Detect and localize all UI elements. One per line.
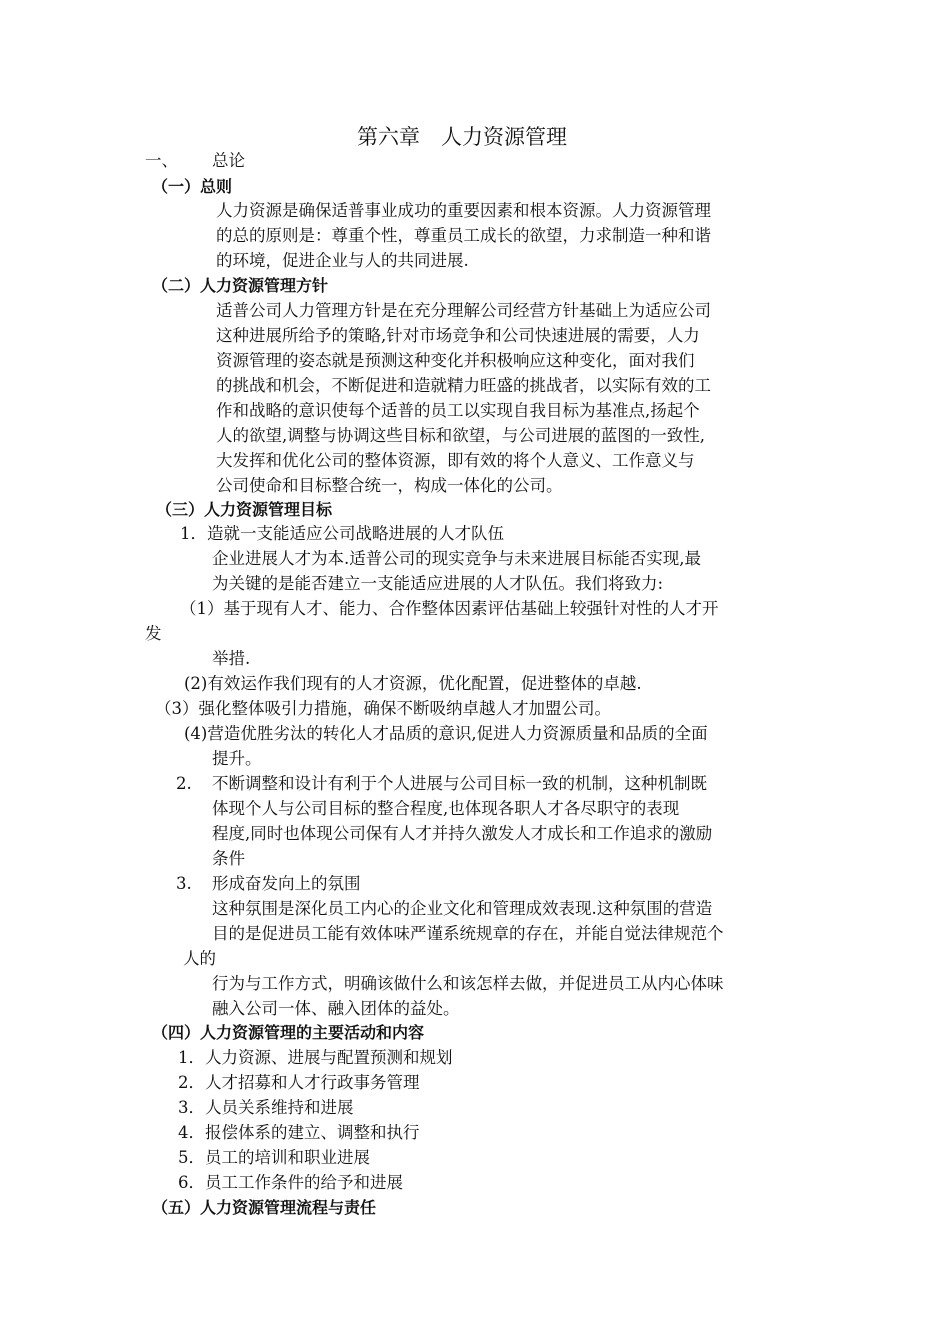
section-heading: 总论	[212, 151, 245, 170]
paragraph-line: 的挑战和机会，不断促进和造就精力旺盛的挑战者，以实际有效的工	[216, 376, 711, 395]
paragraph-line: 这种进展所给予的策略,针对市场竞争和公司快速进展的需要，人力	[216, 326, 700, 345]
list-item: （3）强化整体吸引力措施，确保不断吸纳卓越人才加盟公司。	[155, 699, 611, 718]
paragraph-line: 这种氛围是深化员工内心的企业文化和管理成效表现.这种氛围的营造	[212, 899, 713, 918]
paragraph-line: 资源管理的姿态就是预测这种变化并积极响应这种变化，面对我们	[216, 351, 695, 370]
paragraph-line: 大发挥和优化公司的整体资源，即有效的将个人意义、工作意义与	[216, 451, 695, 470]
list-item: 1．人力资源、进展与配置预测和规划	[178, 1048, 453, 1067]
paragraph-line: 作和战略的意识使每个适普的员工以实现自我目标为基准点,扬起个	[216, 401, 700, 420]
paragraph-line: 的总的原则是：尊重个性，尊重员工成长的欲望，力求制造一种和谐	[216, 226, 711, 245]
paragraph-line: 目的是促进员工能有效体味严谨系统规章的存在，并能自觉法律规范个	[212, 924, 724, 943]
paragraph-line: 行为与工作方式，明确该做什么和该怎样去做，并促进员工从内心体味	[212, 974, 724, 993]
list-number: 3.	[176, 874, 192, 893]
paragraph-line: 体现个人与公司目标的整合程度,也体现各职人才各尽职守的表现	[212, 799, 680, 818]
subsection-heading-2: （二）人力资源管理方针	[152, 276, 329, 295]
subsection-heading-1: （一）总则	[152, 177, 233, 196]
paragraph-line: 为关键的是能否建立一支能适应进展的人才队伍。我们将致力:	[212, 574, 664, 593]
subsection-heading-4: （四）人力资源管理的主要活动和内容	[152, 1023, 425, 1042]
paragraph-line: 企业进展人才为本.适普公司的现实竞争与未来进展目标能否实现,最	[212, 549, 701, 568]
list-item: (4)营造优胜劣汰的转化人才品质的意识,促进人力资源质量和品质的全面	[184, 724, 708, 743]
paragraph-line: 不断调整和设计有利于个人进展与公司目标一致的机制，这种机制既	[212, 774, 707, 793]
paragraph-line: 形成奋发向上的氛围	[212, 874, 361, 893]
paragraph-line: 融入公司一体、融入团体的益处。	[212, 999, 460, 1018]
paragraph-line: 人力资源是确保适普事业成功的重要因素和根本资源。人力资源管理	[216, 201, 711, 220]
paragraph-line: 人的	[183, 949, 216, 968]
list-item: （1）基于现有人才、能力、合作整体因素评估基础上较强针对性的人才开	[180, 599, 719, 618]
list-item: 4．报偿体系的建立、调整和执行	[178, 1123, 420, 1142]
paragraph-line: 公司使命和目标整合统一，构成一体化的公司。	[216, 476, 563, 495]
paragraph-line: 条件	[212, 849, 245, 868]
paragraph-line: 适普公司人力管理方针是在充分理解公司经营方针基础上为适应公司	[216, 301, 711, 320]
list-item: 2．人才招募和人才行政事务管理	[178, 1073, 420, 1092]
paragraph-line: 发	[145, 624, 162, 643]
list-item: (2)有效运作我们现有的人才资源，优化配置，促进整体的卓越.	[184, 674, 642, 693]
subsection-heading-3: （三）人力资源管理目标	[156, 500, 333, 519]
list-item: 3．人员关系维持和进展	[178, 1098, 354, 1117]
subsection-heading-5: （五）人力资源管理流程与责任	[152, 1198, 377, 1217]
paragraph-line: 举措.	[212, 649, 251, 668]
section-number: 一、	[145, 151, 178, 170]
list-item: 5．员工的培训和职业进展	[178, 1148, 370, 1167]
paragraph-line: 提升。	[212, 749, 262, 768]
paragraph-line: 人的欲望,调整与协调这些目标和欲望，与公司进展的蓝图的一致性,	[216, 426, 705, 445]
page-title: 第六章 人力资源管理	[357, 125, 567, 149]
list-item: 1．造就一支能适应公司战略进展的人才队伍	[180, 524, 504, 543]
paragraph-line: 程度,同时也体现公司保有人才并持久激发人才成长和工作追求的激励	[212, 824, 713, 843]
list-number: 2.	[176, 774, 192, 793]
list-item: 6．员工工作条件的给予和进展	[178, 1173, 403, 1192]
paragraph-line: 的环境，促进企业与人的共同进展.	[216, 251, 469, 270]
